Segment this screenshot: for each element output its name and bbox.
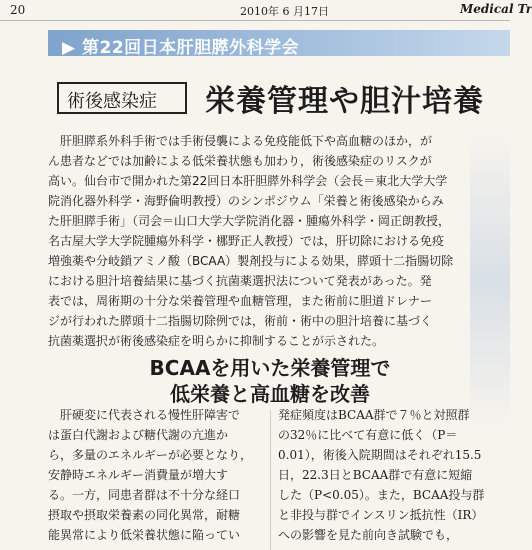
body-line: 0.01），術後入院期間はそれぞれ15.5	[278, 448, 482, 462]
body-line: る。一方，同患者群は不十分な経口	[48, 488, 241, 502]
body-line: は蛋白代謝および糖代謝の亢進か	[48, 428, 229, 442]
body-column-left	[48, 405, 266, 545]
body-line: 肝硬変に代表される慢性肝障害で	[60, 408, 241, 422]
body-line: 摂取や摂取栄養素の同化異常，耐糖	[48, 508, 241, 522]
section-subhead-line1: BCAAを用いた栄養管理で	[149, 356, 391, 380]
lead-line: ん患者などでは加齢による低栄養状態も加わり，術後感染症のリスクが	[48, 154, 432, 168]
lead-line: 表では，周術期の十分な栄養管理や血糖管理，また術前に胆道ドレナー	[48, 294, 433, 308]
body-line: 能異常により低栄養状態に陥ってい	[48, 528, 241, 542]
body-line: 発症頻度はBCAA群で７％と対照群	[278, 408, 470, 422]
lead-line: 肝胆膵系外科手術では手術侵襲による免疫能低下や高血糖のほか，が	[60, 134, 433, 148]
body-line: した（P<0.05）。また，BCAA投与群	[278, 488, 485, 502]
lead-line: ジが行われた膵頭十二指腸切除例では，術前・術中の胆汁培養に基づく	[48, 314, 433, 328]
body-column-right	[278, 405, 510, 545]
conference-banner	[48, 30, 510, 56]
issue-date: 2010年 6 月17日	[240, 5, 329, 18]
lead-line: 増強薬や分岐鎖アミノ酸（BCAA）製剤投与による効果，膵頭十二指腸切除	[48, 254, 454, 268]
lead-line: た肝胆膵手術」（司会＝山口大学大学院消化器・腫瘍外科学・岡正朗教授，	[48, 214, 451, 228]
page-number: 20	[10, 3, 26, 17]
section-subhead-line2: 低栄養と高血糖を改善	[170, 382, 370, 406]
body-line: ら，多量のエネルギーが必要となり，	[48, 448, 253, 462]
column-divider	[270, 410, 271, 550]
lead-line: における胆汁培養結果に基づく抗菌薬選択法について発表があった。発	[48, 274, 432, 288]
body-line: と非投与群でインスリン抵抗性（IR）	[278, 508, 484, 522]
conference-banner-text: ▶ 第22回日本肝胆膵外科学会	[62, 38, 300, 58]
lead-line: 高い。仙台市で開かれた第22回日本肝胆膵外科学会（会長＝東北大学大学	[48, 174, 448, 188]
body-line: 日，22.3日とBCAA群で有意に短縮	[278, 468, 473, 482]
body-line: への影響を見た前向き試験でも，	[278, 528, 459, 542]
lead-line: 抗菌薬選択が術後感染症を明らかに抑制することが示された。	[48, 334, 385, 348]
topic-rubric-box	[57, 82, 187, 114]
lead-line: 名古屋大学大学院腫瘍外科学・梛野正人教授）では，肝切除における免疫	[48, 234, 445, 248]
body-line: 安静時エネルギー消費量が増大す	[48, 468, 229, 482]
article-headline: 栄養管理や胆汁培養	[205, 84, 484, 119]
publication-name: Medical Tr	[460, 2, 532, 16]
topic-rubric: 術後感染症	[67, 91, 157, 112]
body-line: の32％に比べて有意に低く（P＝	[278, 428, 458, 442]
article-lead	[48, 131, 478, 351]
page-header	[0, 0, 532, 21]
lead-line: 院消化器外科学・海野倫明教授）のシンポジウム「栄養と術後感染からみ	[48, 194, 444, 208]
